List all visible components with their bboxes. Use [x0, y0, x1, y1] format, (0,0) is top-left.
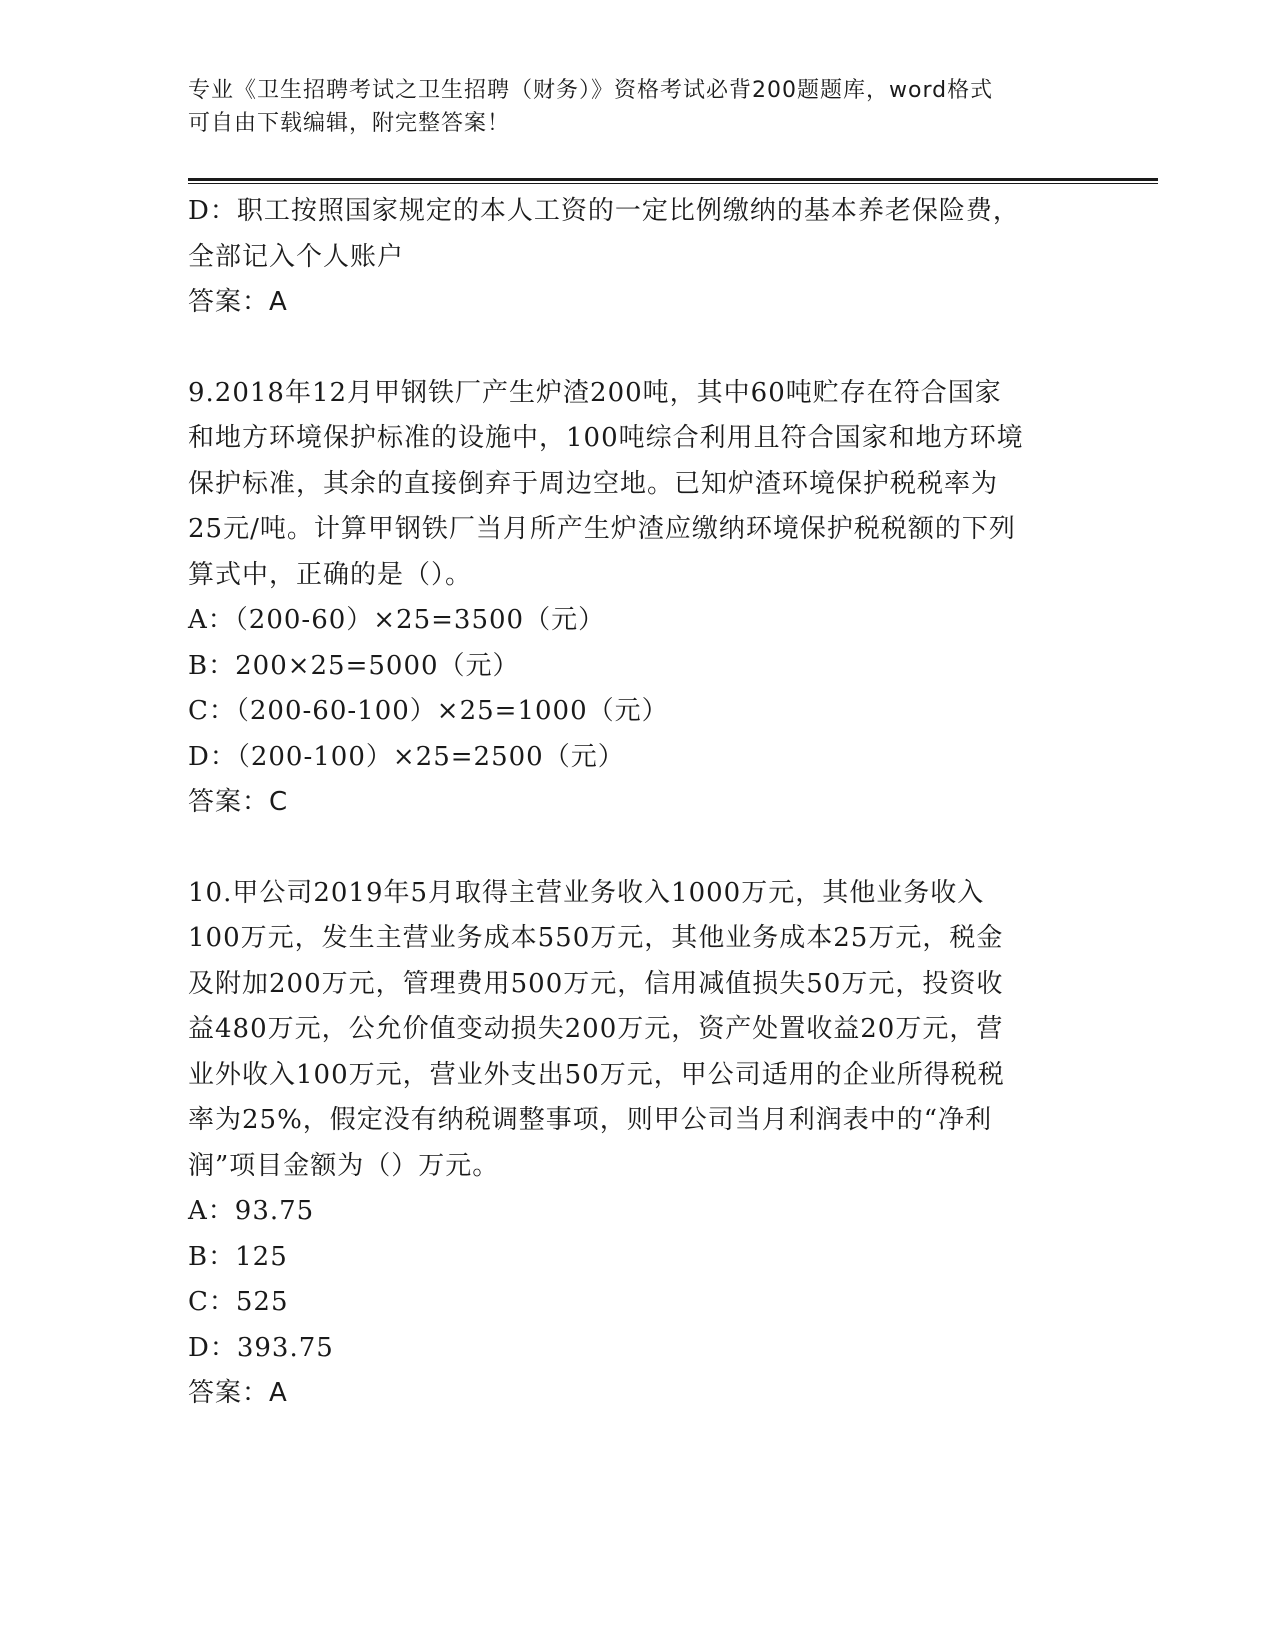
question-10-stem-line: 业外收入100万元，营业外支出50万元，甲公司适用的企业所得税税	[188, 1059, 1005, 1090]
question-9-stem-line: 算式中，正确的是（）。	[188, 559, 473, 590]
question-10-option-d: D：393.75	[188, 1332, 334, 1363]
question-9-option-a: A：（200-60）×25=3500（元）	[188, 605, 606, 635]
header-title-line-2: 可自由下载编辑，附完整答案！	[188, 111, 511, 136]
question-10-stem-line: 及附加200万元，管理费用500万元，信用减值损失50万元，投资收	[188, 968, 1004, 999]
question-10-option-a: A：93.75	[188, 1196, 315, 1226]
question-9-stem-line: 9.2018年12月甲钢铁厂产生炉渣200吨，其中60吨贮存在符合国家	[188, 377, 1002, 408]
previous-question-continuation	[188, 189, 1088, 326]
header-divider-thick	[188, 178, 1158, 181]
header-divider-thin	[188, 183, 1158, 184]
question-9-answer: 答案：C	[188, 787, 289, 817]
question-10-stem-line: 率为25%，假定没有纳税调整事项，则甲公司当月利润表中的“净利	[188, 1105, 993, 1135]
question-10-stem-line: 10.甲公司2019年5月取得主营业务收入1000万元，其他业务收入	[188, 877, 985, 908]
document-header	[188, 74, 1068, 140]
question-9-option-d: D：（200-100）×25=2500（元）	[188, 741, 625, 772]
question-10-stem-line: 润”项目金额为（）万元。	[188, 1150, 500, 1181]
question-10-answer: 答案：A	[188, 1378, 288, 1408]
spacer	[188, 826, 1088, 871]
question-9-stem-line: 25元/吨。计算甲钢铁厂当月所产生炉渣应缴纳环境保护税税额的下列	[188, 514, 1016, 544]
question-9-stem-line: 保护标准，其余的直接倒弃于周边空地。已知炉渣环境保护税税率为	[188, 468, 999, 499]
question-10-stem-line: 益480万元，公允价值变动损失200万元，资产处置收益20万元，营	[188, 1014, 1004, 1044]
question-10-option-c: C：525	[188, 1287, 289, 1317]
option-d-line-2: 全部记入个人账户	[188, 241, 405, 272]
question-9	[188, 371, 1088, 826]
question-9-stem-line: 和地方环境保护标准的设施中，100吨综合利用且符合国家和地方环境	[188, 423, 1024, 453]
question-10	[188, 871, 1088, 1417]
document-body	[188, 189, 1088, 1417]
answer-label: 答案：A	[188, 287, 288, 317]
question-10-stem-line: 100万元，发生主营业务成本550万元，其他业务成本25万元，税金	[188, 923, 1004, 953]
question-9-option-c: C：（200-60-100）×25=1000（元）	[188, 696, 669, 726]
question-9-option-b: B：200×25=5000（元）	[188, 650, 520, 681]
question-10-option-b: B：125	[188, 1241, 288, 1272]
option-d-line-1: D：职工按照国家规定的本人工资的一定比例缴纳的基本养老保险费，	[188, 196, 1020, 226]
spacer	[188, 326, 1088, 371]
header-title-line-1: 专业《卫生招聘考试之卫生招聘（财务）》资格考试必背200题题库，word格式	[188, 78, 994, 103]
